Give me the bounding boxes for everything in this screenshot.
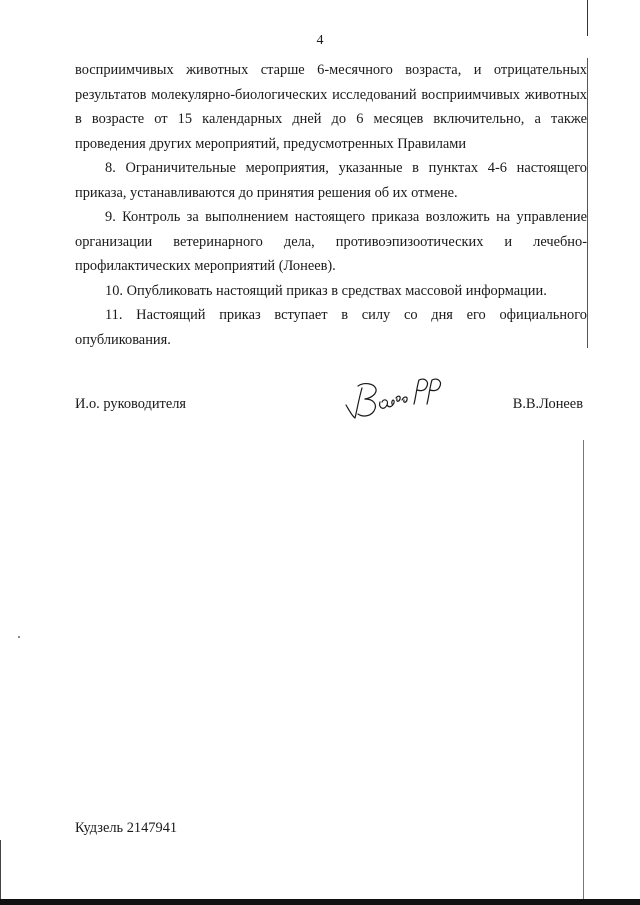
page-edge-line	[587, 0, 588, 36]
paragraph-continuation: восприимчивых животных старше 6-месячного возраста, и отрицательных результатов молекулярно-биологических исследований восприимчивых животных в возрасте от 15 календарных дней до 6 месяцев включительно, а также проведения других мероприятий, предусмотренных Правилами	[75, 62, 587, 152]
page-edge-line	[587, 58, 588, 348]
paragraph-item-9: 9. Контроль за выполнением настоящего приказа возложить на управление организации ветеринарного дела, противоэпизоотических и лечебно-профилактических мероприятий (Лонеев).	[75, 209, 587, 274]
executor-contact: Кудзель 2147941	[75, 820, 178, 836]
paragraph-item-10: 10. Опубликовать настоящий приказ в средствах массовой информации.	[105, 282, 547, 299]
document-body	[75, 58, 587, 352]
page-edge-line	[0, 840, 1, 905]
page-number: 4	[316, 33, 324, 48]
signature-block	[75, 396, 583, 420]
handwritten-signature	[340, 374, 452, 424]
signer-name: В.В.Лонеев	[512, 396, 583, 412]
page-edge-line	[583, 440, 584, 905]
signer-title: И.о. руководителя	[75, 396, 187, 412]
paragraph-item-11: 11. Настоящий приказ вступает в силу со дня его официального опубликования.	[75, 307, 587, 348]
paragraph-item-8: 8. Ограничительные мероприятия, указанные в пунктах 4-6 настоящего приказа, устанавливаются до принятия решения об их отмене.	[75, 160, 587, 201]
scan-speck	[18, 636, 20, 638]
scan-edge-bar	[0, 899, 640, 905]
